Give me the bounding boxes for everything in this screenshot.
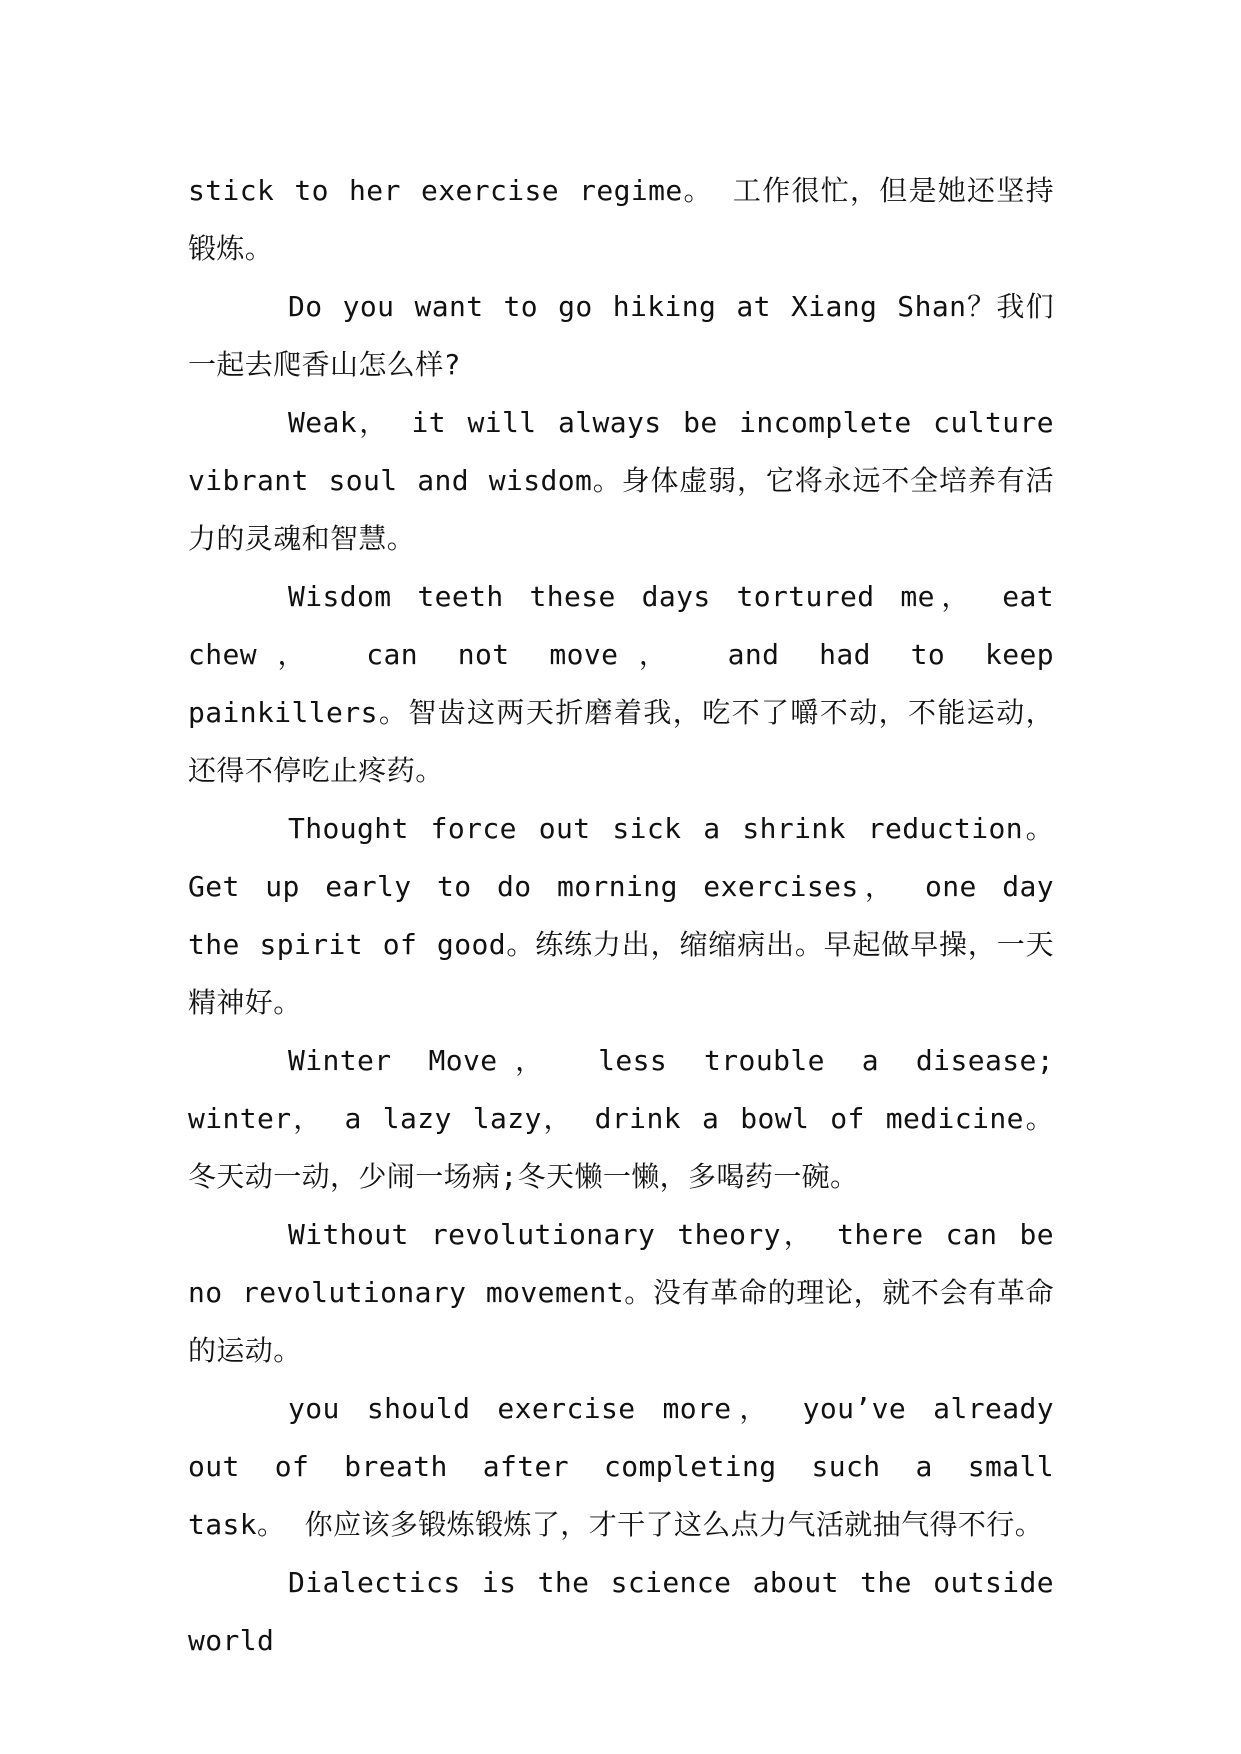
paragraph-8: you should exercise more， you’ve already out of breath after completing such a small task。 你应该多锻炼锻炼了，才干了这么点力气活就抽气得不行。 — [188, 1392, 1054, 1541]
paragraph-4: Wisdom teeth these days tortured me， eat chew， can not move， and had to keep painkillers。智齿这两天折磨着我，吃不了嚼不动，不能运动，还得不停吃止疼药。 — [188, 580, 1054, 787]
paragraph-3: Weak， it will always be incomplete culture vibrant soul and wisdom。身体虚弱，它将永远不全培养有活力的灵魂和智慧。 — [188, 406, 1054, 555]
paragraph-6: Winter Move， less trouble a disease; winter， a lazy lazy， drink a bowl of medicine。冬天动一动，少闹一场病;冬天懒一懒，多喝药一碗。 — [188, 1044, 1054, 1193]
paragraph-9: Dialectics is the science about the outside world — [188, 1566, 1054, 1657]
paragraph-7: Without revolutionary theory， there can be no revolutionary movement。没有革命的理论，就不会有革命的运动。 — [188, 1218, 1054, 1367]
body-text — [188, 162, 1054, 1670]
paragraph-1: stick to her exercise regime。 工作很忙，但是她还坚持锻炼。 — [188, 174, 1054, 265]
paragraph-2: Do you want to go hiking at Xiang Shan？我们一起去爬香山怎么样? — [188, 290, 1054, 381]
paragraph-5: Thought force out sick a shrink reduction。 Get up early to do morning exercises， one day the spirit of good。练练力出，缩缩病出。早起做早操，一天精神好。 — [188, 812, 1054, 1019]
